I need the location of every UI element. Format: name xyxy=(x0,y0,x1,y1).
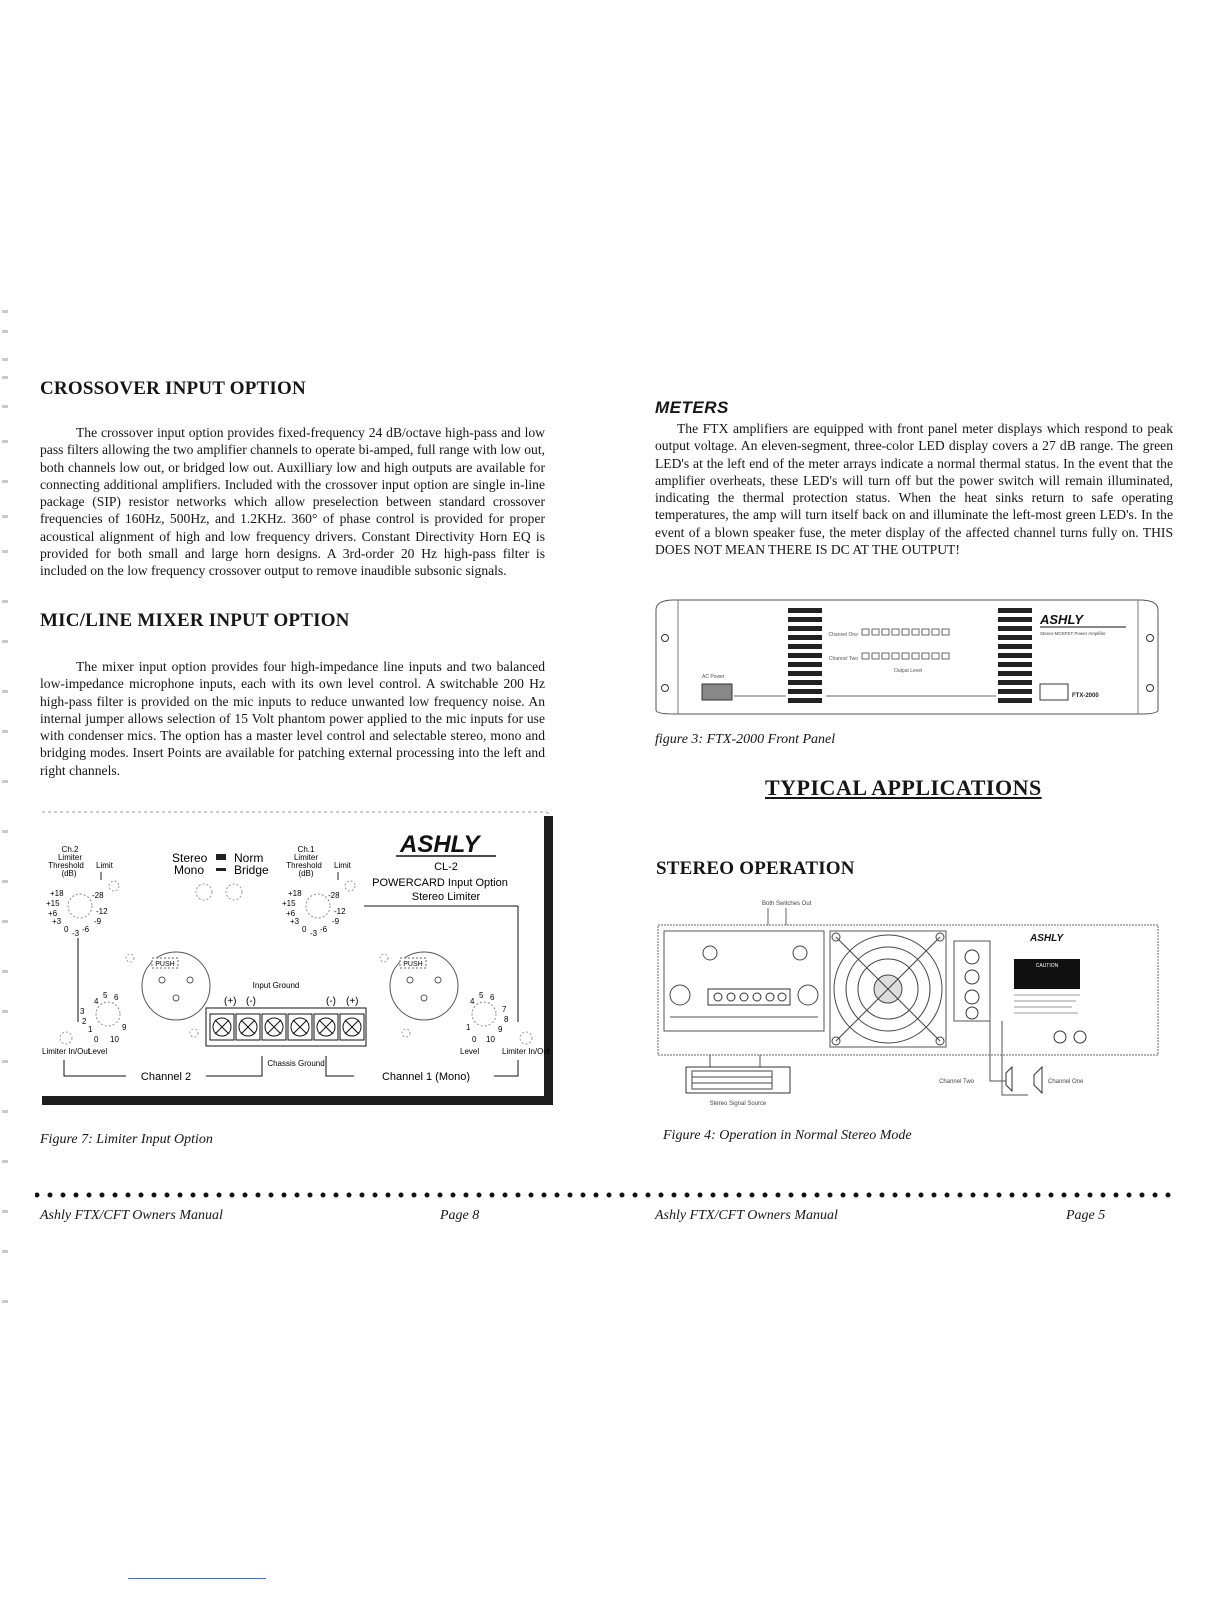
ch2-level-label: Level xyxy=(88,1047,108,1056)
right-footer-page: Page 5 xyxy=(1066,1208,1106,1223)
ch2-label: Ch.2 xyxy=(61,845,79,854)
channel-one-speaker xyxy=(1034,1067,1042,1093)
ch1-level-9: 9 xyxy=(498,1025,503,1034)
ch2-tick-6: +6 xyxy=(48,909,58,918)
binding-edge-marks xyxy=(0,310,10,1610)
left-footer-page: Page 8 xyxy=(440,1208,480,1223)
bridge-label: Bridge xyxy=(234,863,269,877)
ch1-tick-6: +6 xyxy=(286,909,296,918)
channel-1-label: Channel 1 (Mono) xyxy=(381,1071,471,1083)
ch2-tick-9: -9 xyxy=(94,917,102,926)
meters-body xyxy=(655,420,1173,558)
front-panel-badge xyxy=(1040,684,1068,700)
ch2-tick-28: -28 xyxy=(92,891,104,900)
both-switches-out-label: Both Switches Out xyxy=(762,901,812,907)
stereo-mono-switch[interactable] xyxy=(196,884,212,900)
ashly-logo: ASHLY xyxy=(400,831,480,858)
ch1-tick-28: -28 xyxy=(328,891,340,900)
front-panel-subtitle: Stereo MOSFET Power Amplifier xyxy=(1040,631,1106,636)
ac-power-label: AC Power xyxy=(702,674,725,680)
ch2-tick-18: +18 xyxy=(50,889,64,898)
ch1-tick-15: +15 xyxy=(282,899,296,908)
meters-section xyxy=(655,398,1173,558)
ch2-level-knob[interactable] xyxy=(96,1002,120,1026)
channel-2-label: Channel 2 xyxy=(140,1071,192,1083)
ch1-level-4: 4 xyxy=(470,997,475,1006)
ch2-level-4: 4 xyxy=(94,997,99,1006)
stereo-limiter-label: Stereo Limiter xyxy=(411,891,481,903)
figure-7-limiter-panel xyxy=(36,808,556,1108)
footer-dotted-divider xyxy=(35,1190,1175,1200)
rear-output-posts[interactable] xyxy=(954,941,990,1021)
ch2-limit-label: Limit xyxy=(96,861,113,870)
ch2-level-6: 6 xyxy=(114,993,119,1002)
meters-body-emphasis: THIS DOES NOT MEAN THERE IS DC AT THE OUTPUT! xyxy=(655,524,1174,558)
ch1-level-knob[interactable] xyxy=(472,1002,496,1026)
channel-one-speaker-label: Channel One xyxy=(1048,1079,1084,1085)
ch1-limiter-inout-switch[interactable] xyxy=(520,1032,532,1044)
rear-ashly-logo: ASHLY xyxy=(1030,933,1064,944)
crossover-body: The crossover input option provides fixed-frequency 24 dB/octave high-pass and low pass filters allowing the two amplifier channels to operate bi-amped, full range with low out, both channels low out, or bridged low out. Auxilliary low and high outputs are available for connecting additional amplifiers. Included with the crossover input option are single in-line package (SIP) resistor networks which allow preselection between standard crossover frequencies of 160Hz, 500Hz, and 1.2KHz. 360° of phase control is provided for proper acoustical alignment of high and low frequency drivers. Constant Directivity Horn EQ is provided for both small and large horn designs. A 3rd-order 20 Hz high-pass filter is included on the low frequency crossover output to remove inaudible subsonic signals. xyxy=(40,425,545,579)
figure-3-caption: figure 3: FTX-2000 Front Panel xyxy=(655,732,836,747)
ch2-level-10: 10 xyxy=(110,1035,119,1044)
typical-applications-heading: TYPICAL APPLICATIONS xyxy=(765,775,1042,800)
ch2-push-label: PUSH xyxy=(155,961,175,968)
ch2-level-0: 0 xyxy=(94,1035,99,1044)
ch2-db-label: (dB) xyxy=(61,869,77,878)
ch1-level-7: 7 xyxy=(502,1005,507,1014)
ch1-level-label: Level xyxy=(460,1047,480,1056)
caution-text: CAUTION xyxy=(1035,963,1059,969)
powercard-label: POWERCARD Input Option xyxy=(372,877,508,889)
term-plus-ch1: (+) xyxy=(346,996,359,1007)
ch1-level-10: 10 xyxy=(486,1035,495,1044)
input-ground-label: Input Ground xyxy=(252,981,300,990)
ch2-limit-led xyxy=(109,881,119,891)
power-switch[interactable] xyxy=(702,684,732,700)
meter-channel-two-label: Channel Two xyxy=(828,656,858,662)
ch2-level-5: 5 xyxy=(103,991,108,1000)
ch2-level-1: 1 xyxy=(88,1025,93,1034)
ch1-limiter-inout-label: Limiter In/Out xyxy=(502,1047,551,1056)
stereo-signal-source-label: Stereo Signal Source xyxy=(709,1101,767,1107)
left-heatsink-vents xyxy=(788,608,822,703)
ch1-push-label: PUSH xyxy=(403,961,423,968)
ch1-level-0: 0 xyxy=(472,1035,477,1044)
mixer-body: The mixer input option provides four high-impedance line inputs and two balanced low-impedance microphone inputs, each with its own level control. A switchable 200 Hz high-pass filter is provided on the mic inputs to reduce unwanted low frequency noise. An internal jumper allows selection of 15 Volt phantom power applied to the mic inputs for use with condenser mics. The option has a master level control and selectable stereo, mono and bridging modes. Insert Points are available for patching external processing into the left and right channels. xyxy=(40,659,545,778)
ch2-tick-12: -12 xyxy=(96,907,108,916)
ch1-tick-9: -9 xyxy=(332,917,340,926)
ch2-threshold-label: Threshold xyxy=(48,861,84,870)
ch1-tick-6neg: -6 xyxy=(320,925,328,934)
front-panel-ashly-logo: ASHLY xyxy=(1040,612,1084,627)
ch1-tick-0: 0 xyxy=(302,925,307,934)
meter-channel-one-label: Channel One xyxy=(828,632,858,638)
mixer-heading: MIC/LINE MIXER INPUT OPTION xyxy=(40,610,350,631)
ch2-level-9: 9 xyxy=(122,1023,127,1032)
rear-xlr-right[interactable] xyxy=(798,985,818,1005)
term-plus-ch2: (+) xyxy=(224,996,237,1007)
figure-4-stereo-diagram xyxy=(650,895,1170,1115)
mixer-section xyxy=(40,610,545,779)
ch2-level-2: 2 xyxy=(82,1017,87,1026)
ch2-limiter-inout-label: Limiter In/Out xyxy=(42,1047,91,1056)
term-minus-ch2: (-) xyxy=(246,996,256,1007)
ch1-limit-led xyxy=(345,881,355,891)
rear-xlr-left[interactable] xyxy=(670,985,690,1005)
cl2-model: CL-2 xyxy=(434,861,458,873)
ch2-limiter-inout-switch[interactable] xyxy=(60,1032,72,1044)
ch2-tick-0: 0 xyxy=(64,925,69,934)
channel-one-led-meter xyxy=(862,629,949,635)
left-footer-title: Ashly FTX/CFT Owners Manual xyxy=(40,1208,223,1223)
ch2-tick-15: +15 xyxy=(46,899,60,908)
figure-4-caption: Figure 4: Operation in Normal Stereo Mode xyxy=(663,1128,912,1143)
meters-heading: METERS xyxy=(655,398,729,417)
ch2-limiter-label: Limiter xyxy=(57,853,83,862)
ch1-threshold-knob[interactable] xyxy=(306,894,330,918)
output-level-label: Output Level xyxy=(893,668,923,674)
bottom-blue-rule xyxy=(128,1578,266,1579)
ch2-tick-3neg: -3 xyxy=(72,929,80,938)
norm-label: Norm xyxy=(234,851,264,865)
ch1-tick-12: -12 xyxy=(334,907,346,916)
ch2-level-3: 3 xyxy=(80,1007,85,1016)
stereo-label: Stereo xyxy=(172,851,208,865)
figure-7-caption: Figure 7: Limiter Input Option xyxy=(40,1132,213,1147)
meters-body-main: The FTX amplifiers are equipped with front panel meter displays which respond to peak output voltage. An eleven-segment, three-color LED display covers a 27 dB range. The green LED's at the left end of the meter arrays indicate a normal thermal status. In the event that the amplifier overheats, these LED's will turn off but the power switch will remain illuminated, indicating the thermal protection status. When the heat sinks return to safe operating temperatures, the amp will turn itself back on and illuminate the left-most green LED's. In the event of a blown speaker fuse, the meter display of the affected channel turns fully on. xyxy=(655,421,1173,540)
ch1-tick-18: +18 xyxy=(288,889,302,898)
ch2-tick-6neg: -6 xyxy=(82,925,90,934)
ch1-tick-3: +3 xyxy=(290,917,300,926)
right-footer-title: Ashly FTX/CFT Owners Manual xyxy=(655,1208,838,1223)
channel-two-speaker xyxy=(1006,1067,1012,1091)
channel-two-led-meter xyxy=(862,653,949,659)
stereo-operation-heading: STEREO OPERATION xyxy=(656,858,855,879)
ch1-db-label: (dB) xyxy=(298,869,314,878)
ch1-level-6: 6 xyxy=(490,993,495,1002)
crossover-heading: CROSSOVER INPUT OPTION xyxy=(40,378,306,399)
ch1-level-8: 8 xyxy=(504,1015,509,1024)
ch2-tick-3: +3 xyxy=(52,917,62,926)
ch1-threshold-label: Threshold xyxy=(286,861,322,870)
ch1-limit-label: Limit xyxy=(334,861,351,870)
figure-3-front-panel xyxy=(650,598,1165,716)
ch1-limiter-label: Limiter xyxy=(293,853,319,862)
norm-bridge-switch[interactable] xyxy=(226,884,242,900)
right-heatsink-vents xyxy=(998,608,1032,703)
channel-two-speaker-label: Channel Two xyxy=(939,1079,974,1085)
ch1-level-5: 5 xyxy=(479,991,484,1000)
ch1-level-1: 1 xyxy=(466,1023,471,1032)
ch2-threshold-knob[interactable] xyxy=(68,894,92,918)
front-panel-model: FTX-2000 xyxy=(1072,693,1099,699)
term-minus-ch1: (-) xyxy=(326,996,336,1007)
ch1-tick-3neg: -3 xyxy=(310,929,318,938)
mono-label: Mono xyxy=(174,863,205,877)
rear-power-inlet xyxy=(1054,1031,1066,1043)
chassis-ground-label: Chassis Ground xyxy=(267,1059,325,1068)
crossover-section xyxy=(40,378,545,580)
ch1-label: Ch.1 xyxy=(297,845,315,854)
